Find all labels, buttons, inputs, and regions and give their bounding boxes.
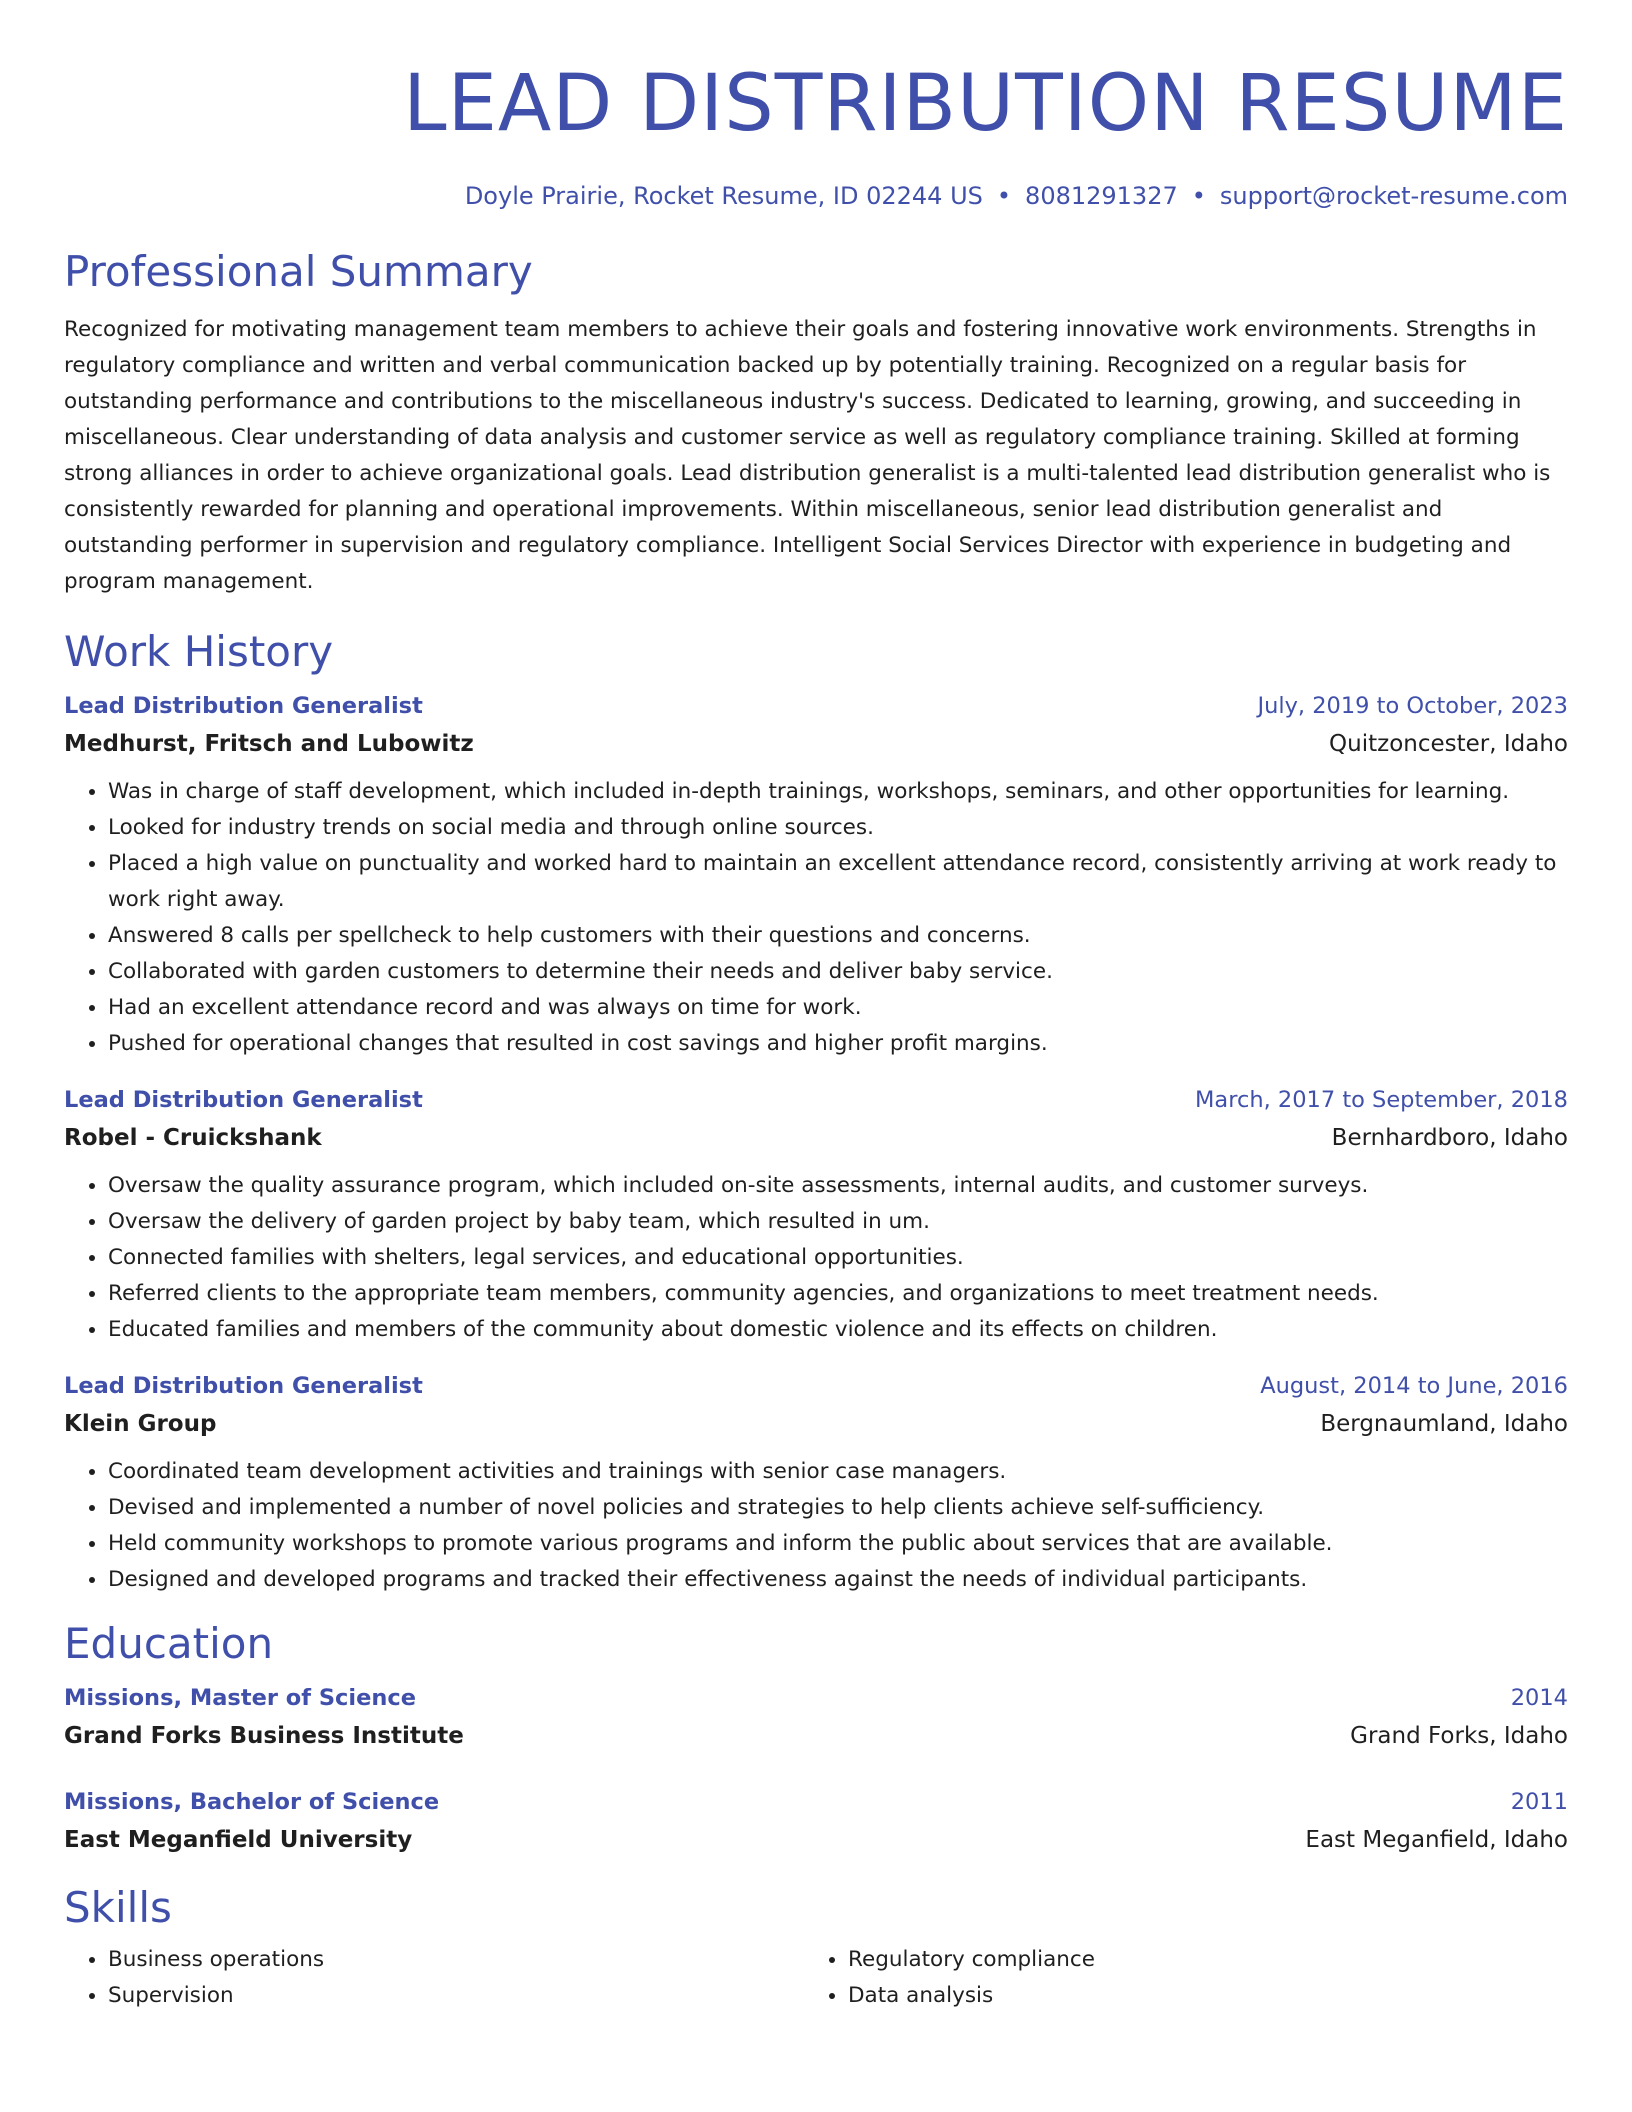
summary-section: [64, 246, 1568, 600]
contact-phone: 8081291327: [1025, 182, 1178, 210]
section-title-skills: Skills: [64, 1883, 172, 1932]
contact-line: [64, 180, 1568, 212]
education-degree: Missions, Master of Science: [64, 1685, 416, 1711]
contact-separator: •: [996, 182, 1012, 210]
job-bullet: • Oversaw the quality assurance program, which included on-site assessments, internal audits, and customer surveys.: [108, 1168, 1568, 1204]
job-company: Klein Group: [64, 1411, 217, 1437]
education-year: 2011: [1510, 1789, 1568, 1815]
work-section: [64, 626, 1568, 1598]
resume-header: [64, 56, 1568, 212]
job-bullets: [64, 1454, 1568, 1598]
job-bullets: [64, 1168, 1568, 1348]
job-bullet: • Educated families and members of the community about domestic violence and its effects on children.: [108, 1312, 1568, 1348]
skill-item: • Supervision: [108, 1978, 804, 2014]
skill-item: • Regulatory compliance: [848, 1942, 1544, 1978]
section-title-work: Work History: [64, 627, 334, 676]
skills-column-left: [64, 1942, 804, 2014]
job-bullet: • Collaborated with garden customers to determine their needs and deliver baby service.: [108, 954, 1568, 990]
job-title: Lead Distribution Generalist: [64, 1373, 423, 1399]
job-title: Lead Distribution Generalist: [64, 1087, 423, 1113]
job-bullets: [64, 774, 1568, 1062]
job-entry: [64, 1368, 1568, 1598]
job-bullet: • Pushed for operational changes that resulted in cost savings and higher profit margins.: [108, 1026, 1568, 1062]
job-bullet: • Held community workshops to promote various programs and inform the public about services that are available.: [108, 1526, 1568, 1562]
job-bullet: • Looked for industry trends on social media and through online sources.: [108, 810, 1568, 846]
skills-column-right: [804, 1942, 1544, 2014]
skill-item: • Data analysis: [848, 1978, 1544, 2014]
job-location: Quitzoncester, Idaho: [1329, 731, 1568, 757]
job-company: Medhurst, Fritsch and Lubowitz: [64, 731, 474, 757]
section-title-education: Education: [64, 1619, 274, 1668]
job-bullet: • Designed and developed programs and tracked their effectiveness against the needs of individual participants.: [108, 1562, 1568, 1598]
job-dates: August, 2014 to June, 2016: [1260, 1373, 1568, 1399]
education-location: Grand Forks, Idaho: [1350, 1723, 1568, 1749]
job-bullet: • Answered 8 calls per spellcheck to help customers with their questions and concerns.: [108, 918, 1568, 954]
job-bullet: • Referred clients to the appropriate team members, community agencies, and organizations to meet treatment needs.: [108, 1276, 1568, 1312]
skills-section: [64, 1882, 1568, 2014]
job-entry: [64, 688, 1568, 1062]
education-school: East Meganfield University: [64, 1827, 413, 1853]
skill-item: • Business operations: [108, 1942, 804, 1978]
job-location: Bergnaumland, Idaho: [1320, 1411, 1568, 1437]
summary-text: Recognized for motivating management team members to achieve their goals and fostering innovative work environments. Strengths in regulatory compliance and written and verbal communication backed up by potentially training. Recognized on a regular basis for outstanding performance and contributions to the miscellaneous industry's success. Dedicated to learning, growing, and succeeding in miscellaneous. Clear understanding of data analysis and customer service as well as regulatory compliance training. Skilled at forming strong alliances in order to achieve organizational goals. Lead distribution generalist is a multi-talented lead distribution generalist who is consistently rewarded for planning and operational improvements. Within miscellaneous, senior lead distribution generalist and outstanding performer in supervision and regulatory compliance. Intelligent Social Services Director with experience in budgeting and program management.: [64, 317, 1551, 594]
education-year: 2014: [1510, 1685, 1568, 1711]
job-bullet: • Devised and implemented a number of novel policies and strategies to help clients achieve self-sufficiency.: [108, 1490, 1568, 1526]
job-entry: [64, 1082, 1568, 1348]
education-section: [64, 1618, 1568, 1860]
contact-email: support@rocket-resume.com: [1219, 182, 1568, 210]
education-school: Grand Forks Business Institute: [64, 1723, 464, 1749]
job-dates: July, 2019 to October, 2023: [1257, 693, 1568, 719]
education-location: East Meganfield, Idaho: [1305, 1827, 1568, 1853]
resume-name: LEAD DISTRIBUTION RESUME: [403, 59, 1568, 149]
skills-grid: [64, 1942, 1568, 2014]
job-bullet: • Connected families with shelters, legal services, and educational opportunities.: [108, 1240, 1568, 1276]
job-bullet: • Was in charge of staff development, which included in-depth trainings, workshops, seminars, and other opportunities for learning.: [108, 774, 1568, 810]
contact-separator: •: [1191, 182, 1206, 210]
job-bullet: • Had an excellent attendance record and was always on time for work.: [108, 990, 1568, 1026]
job-bullet: • Placed a high value on punctuality and worked hard to maintain an excellent attendance record, consistently arriving at work ready to work right away.: [108, 846, 1568, 918]
contact-address: Doyle Prairie, Rocket Resume, ID 02244 US: [464, 182, 983, 210]
job-dates: March, 2017 to September, 2018: [1195, 1087, 1568, 1113]
job-title: Lead Distribution Generalist: [64, 693, 423, 719]
education-entry: [64, 1784, 1568, 1860]
job-bullet: • Oversaw the delivery of garden project by baby team, which resulted in um.: [108, 1204, 1568, 1240]
education-degree: Missions, Bachelor of Science: [64, 1789, 440, 1815]
job-company: Robel - Cruickshank: [64, 1125, 322, 1151]
section-title-summary: Professional Summary: [64, 247, 533, 296]
job-bullet: • Coordinated team development activities and trainings with senior case managers.: [108, 1454, 1568, 1490]
job-location: Bernhardboro, Idaho: [1331, 1125, 1568, 1151]
education-entry: [64, 1680, 1568, 1756]
